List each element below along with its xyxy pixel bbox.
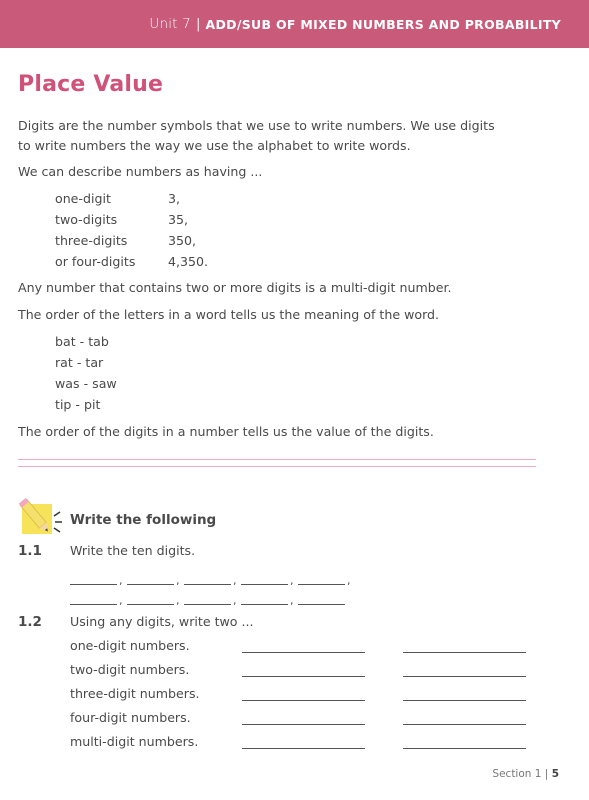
order-digits-text: The order of the digits in a number tells us the value of the digits. <box>18 424 434 439</box>
answer-blank[interactable] <box>403 676 526 677</box>
intro-line-1: Digits are the number symbols that we use to write numbers. We use digits <box>18 118 495 133</box>
digit-example-value: 350, <box>168 233 197 248</box>
divider <box>18 459 536 460</box>
number-type-label: multi-digit numbers. <box>70 734 199 749</box>
answer-blank[interactable] <box>403 748 526 749</box>
digit-example-value: 3, <box>168 191 181 206</box>
answer-blank[interactable] <box>184 584 231 585</box>
answer-blank[interactable] <box>403 700 526 701</box>
answer-blank[interactable] <box>403 652 526 653</box>
answer-blank[interactable] <box>298 604 345 605</box>
digit-example-label: three-digits <box>55 233 128 248</box>
number-type-label: one-digit numbers. <box>70 638 190 653</box>
question-text: Using any digits, write two ... <box>70 614 254 629</box>
page-title: Place Value <box>18 72 164 97</box>
answer-blank[interactable] <box>184 604 231 605</box>
footer-separator: | <box>544 768 549 780</box>
exercise-title: Write the following <box>70 512 217 528</box>
answer-blank[interactable] <box>242 700 365 701</box>
answer-blank[interactable] <box>298 584 345 585</box>
unit-header <box>0 0 589 48</box>
unit-title: ADD/SUB OF MIXED NUMBERS AND PROBABILITY <box>205 16 561 32</box>
answer-blank[interactable] <box>403 724 526 725</box>
comma-glyph: , <box>290 574 294 587</box>
word-pair: tip - pit <box>55 397 101 412</box>
comma-glyph: , <box>176 594 180 607</box>
answer-blank[interactable] <box>241 584 288 585</box>
describe-text: We can describe numbers as having ... <box>18 164 263 179</box>
number-type-label: four-digit numbers. <box>70 710 191 725</box>
question-text: Write the ten digits. <box>70 543 196 558</box>
word-pair: was - saw <box>55 376 117 391</box>
divider <box>18 466 536 467</box>
comma-glyph: , <box>290 594 294 607</box>
comma-glyph: , <box>119 574 123 587</box>
comma-glyph: , <box>347 574 351 587</box>
answer-blank[interactable] <box>127 604 174 605</box>
unit-label: Unit 7 <box>149 16 191 32</box>
answer-blank[interactable] <box>242 652 365 653</box>
word-pair: rat - tar <box>55 355 104 370</box>
page-number: 5 <box>551 768 559 780</box>
digit-example-label: or four-digits <box>55 254 136 269</box>
question-number: 1.2 <box>18 614 42 630</box>
answer-blank[interactable] <box>241 604 288 605</box>
answer-blank[interactable] <box>127 584 174 585</box>
pencil-icon <box>18 496 66 540</box>
page-footer <box>492 768 559 780</box>
comma-glyph: , <box>176 574 180 587</box>
digit-example-label: one-digit <box>55 191 111 206</box>
answer-blank[interactable] <box>70 604 117 605</box>
word-pair: bat - tab <box>55 334 109 349</box>
comma-glyph: , <box>119 594 123 607</box>
answer-blank[interactable] <box>242 748 365 749</box>
digit-example-label: two-digits <box>55 212 118 227</box>
order-letters-text: The order of the letters in a word tells us the meaning of the word. <box>18 307 440 322</box>
digit-example-value: 35, <box>168 212 189 227</box>
header-separator: | <box>195 16 201 32</box>
answer-blank[interactable] <box>70 584 117 585</box>
number-type-label: two-digit numbers. <box>70 662 190 677</box>
comma-glyph: , <box>233 594 237 607</box>
answer-blank[interactable] <box>242 676 365 677</box>
number-type-label: three-digit numbers. <box>70 686 200 701</box>
answer-blank[interactable] <box>242 724 365 725</box>
intro-line-2: to write numbers the way we use the alphabet to write words. <box>18 138 411 153</box>
comma-glyph: , <box>233 574 237 587</box>
footer-section: Section 1 <box>492 768 542 780</box>
digit-example-value: 4,350. <box>168 254 209 269</box>
multi-digit-text: Any number that contains two or more digits is a multi-digit number. <box>18 280 452 295</box>
question-number: 1.1 <box>18 543 42 559</box>
